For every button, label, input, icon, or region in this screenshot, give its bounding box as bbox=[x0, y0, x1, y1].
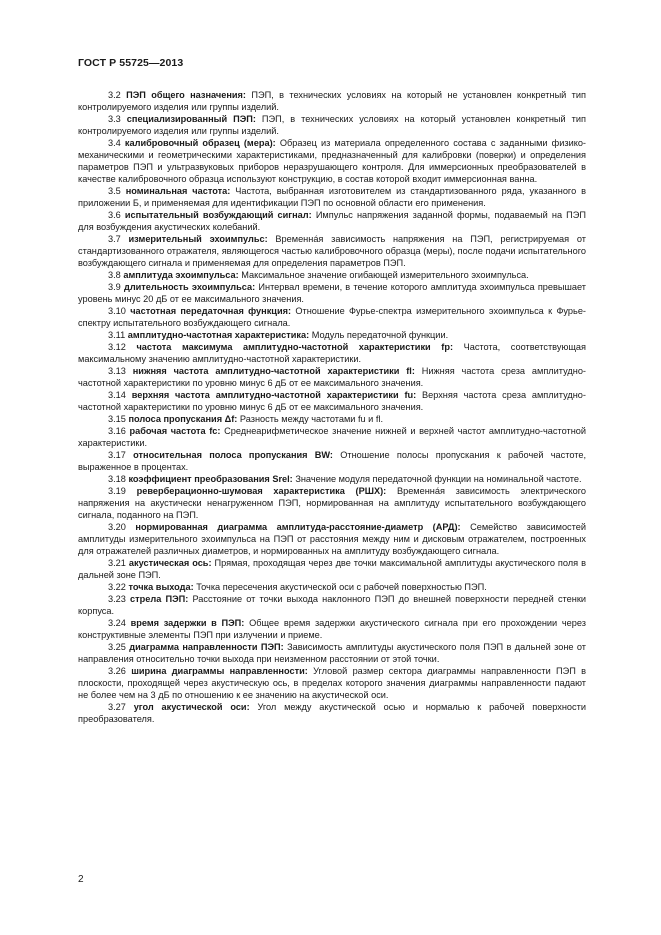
definition-item bbox=[78, 269, 586, 281]
definition-number: 3.17 bbox=[108, 450, 126, 460]
definition-text: Точка пересечения акустической оси с рабочей поверхностью ПЭП. bbox=[196, 582, 487, 592]
definition-item bbox=[78, 365, 586, 389]
definition-number: 3.8 bbox=[108, 270, 121, 280]
definition-item bbox=[78, 581, 586, 593]
definition-item bbox=[78, 281, 586, 305]
definition-item bbox=[78, 449, 586, 473]
definition-text: Отношение полосы пропускания к рабочей частоте, выраженное в процентах. bbox=[78, 450, 586, 472]
definition-term: номинальная частота: bbox=[125, 186, 231, 196]
definitions-list bbox=[78, 89, 586, 725]
definition-term: нормированная диаграмма амплитуда-расстояние-диаметр (АРД): bbox=[135, 522, 461, 532]
definition-text: Прямая, проходящая через две точки максимальной амплитуды акустического поля в дальней зоне ПЭП. bbox=[78, 558, 586, 580]
definition-term: акустическая ось: bbox=[128, 558, 212, 568]
definition-text: ПЭП, в технических условиях на который установлен конкретный тип контролируемого изделия или группы изделий. bbox=[78, 114, 586, 136]
definition-text: Разность между частотами fu и fl. bbox=[239, 414, 384, 424]
definition-number: 3.14 bbox=[108, 390, 126, 400]
definition-text: Значение модуля передаточной функции на номинальной частоте. bbox=[295, 474, 582, 484]
definition-text: Верхняя частота среза амплитудно-частотной характеристики по уровню минус 6 дБ от ее максимального значения. bbox=[78, 390, 586, 412]
definition-term: амплитуда эхоимпульса: bbox=[123, 270, 239, 280]
definition-number: 3.26 bbox=[108, 666, 126, 676]
definition-item bbox=[78, 329, 586, 341]
definition-text: Временнáя зависимость электрического напряжения на акустически ненагруженном ПЭП, нормированная на амплитуду испытательного возбуждающего сигнала, поданного на ПЭП. bbox=[78, 486, 586, 520]
definition-item bbox=[78, 137, 586, 185]
definition-number: 3.12 bbox=[108, 342, 126, 352]
definition-number: 3.9 bbox=[108, 282, 121, 292]
definition-number: 3.16 bbox=[108, 426, 126, 436]
definition-text: Образец из материала определенного состава с заданными физико-механическими и геометрическими характеристиками, предназначенный для калибровки (поверки) и определения параметров ПЭП и ультразвуковых приборов неразрушающего контроля. Для иммерсионных преобразователей в качестве калибровочного образца используют конструкцию, в состав которой входит иммерсионная ванна. bbox=[78, 138, 586, 184]
definition-term: реверберационно-шумовая характеристика (РШХ): bbox=[136, 486, 387, 496]
definition-term: частотная передаточная функция: bbox=[130, 306, 292, 316]
definition-text: Модуль передаточной функции. bbox=[311, 330, 449, 340]
definition-number: 3.2 bbox=[108, 90, 121, 100]
definition-text: Отношение Фурье-спектра измерительного эхоимпульса к Фурье-спектру испытательного возбуждающего сигнала. bbox=[78, 306, 586, 328]
definition-text: Общее время задержки акустического сигнала при его прохождении через конструктивные элементы ПЭП при излучении и приеме. bbox=[78, 618, 587, 640]
definition-item bbox=[78, 665, 586, 701]
definition-term: коэффициент преобразования Srel: bbox=[128, 474, 293, 484]
definition-term: угол акустической оси: bbox=[133, 702, 250, 712]
definition-item bbox=[78, 473, 586, 485]
definition-item bbox=[78, 557, 586, 581]
definition-number: 3.13 bbox=[108, 366, 126, 376]
definition-term: ПЭП общего назначения: bbox=[126, 90, 246, 100]
definition-item bbox=[78, 341, 586, 365]
definition-text: Зависимость амплитуды акустического поля ПЭП в дальней зоне от направления относительно точки выхода при неизменном расстоянии от этой точки. bbox=[78, 642, 586, 664]
definition-term: диаграмма направленности ПЭП: bbox=[129, 642, 284, 652]
definition-number: 3.5 bbox=[108, 186, 121, 196]
definition-item bbox=[78, 113, 586, 137]
definition-item bbox=[78, 89, 586, 113]
definition-item bbox=[78, 389, 586, 413]
definition-number: 3.15 bbox=[108, 414, 126, 424]
definition-text: Временнáя зависимость напряжения на ПЭП, регистрируемая от стандартизованного отражателя, являющегося частью калибровочного образца (меры), после подачи испытательного возбуждающего сигнала и применяемая для определения параметров ПЭП. bbox=[78, 234, 586, 268]
definition-term: измерительный эхоимпульс: bbox=[128, 234, 268, 244]
definition-item bbox=[78, 617, 586, 641]
definition-number: 3.22 bbox=[108, 582, 126, 592]
definition-text: Угловой размер сектора диаграммы направленности ПЭП в плоскости, проходящей через акустическую ось, в пределах которого значения диаграммы направленности падают не более чем на 3 дБ по отношению к ее значению на акустической оси. bbox=[78, 666, 586, 700]
definition-term: рабочая частота fc: bbox=[129, 426, 221, 436]
definition-term: нижняя частота амплитудно-частотной характеристики fl: bbox=[132, 366, 415, 376]
definition-number: 3.19 bbox=[108, 486, 126, 496]
definition-text: Импульс напряжения заданной формы, подаваемый на ПЭП для возбуждения акустических колебаний. bbox=[78, 210, 586, 232]
definition-number: 3.4 bbox=[108, 138, 121, 148]
definition-item bbox=[78, 641, 586, 665]
definition-number: 3.24 bbox=[108, 618, 126, 628]
definition-number: 3.11 bbox=[108, 330, 126, 340]
definition-text: Семейство зависимостей амплитуды измерительного эхоимпульса на ПЭП от расстояния между ним и дисковым отражателем, построенных для отражателей различных диаметров, и нормированных на амплитуду возбуждающего сигнала. bbox=[78, 522, 586, 556]
definition-term: длительность эхоимпульса: bbox=[123, 282, 256, 292]
definition-term: специализированный ПЭП: bbox=[126, 114, 256, 124]
definition-number: 3.3 bbox=[108, 114, 121, 124]
definition-item bbox=[78, 701, 586, 725]
definition-number: 3.18 bbox=[108, 474, 126, 484]
definition-text: Интервал времени, в течение которого амплитуда эхоимпульса превышает уровень минус 20 дБ от ее максимального значения. bbox=[78, 282, 586, 304]
definition-item bbox=[78, 233, 586, 269]
definition-number: 3.20 bbox=[108, 522, 126, 532]
definition-text: Максимальное значение огибающей измерительного эхоимпульса. bbox=[241, 270, 529, 280]
definition-term: калибровочный образец (мера): bbox=[124, 138, 276, 148]
definition-number: 3.6 bbox=[108, 210, 121, 220]
definition-text: Нижняя частота среза амплитудно-частотной характеристики по уровню минус 6 дБ от ее максимального значения. bbox=[78, 366, 586, 388]
definition-text: Расстояние от точки выхода наклонного ПЭП до внешней поверхности передней стенки корпуса. bbox=[78, 594, 586, 616]
definition-item bbox=[78, 413, 586, 425]
definition-term: амплитудно-частотная характеристика: bbox=[127, 330, 310, 340]
definition-term: точка выхода: bbox=[128, 582, 194, 592]
definition-number: 3.23 bbox=[108, 594, 126, 604]
definition-number: 3.25 bbox=[108, 642, 126, 652]
definition-number: 3.10 bbox=[108, 306, 126, 316]
definition-term: частота максимума амплитудно-частотной характеристики fp: bbox=[136, 342, 454, 352]
definition-item bbox=[78, 209, 586, 233]
definition-term: ширина диаграммы направленности: bbox=[131, 666, 308, 676]
definition-number: 3.21 bbox=[108, 558, 126, 568]
definition-item bbox=[78, 425, 586, 449]
page-number: 2 bbox=[78, 874, 84, 885]
definition-term: верхняя частота амплитудно-частотной характеристики fu: bbox=[131, 390, 417, 400]
definition-item bbox=[78, 185, 586, 209]
definition-term: полоса пропускания Δf: bbox=[128, 414, 238, 424]
definition-item bbox=[78, 485, 586, 521]
document-header: ГОСТ Р 55725—2013 bbox=[78, 57, 184, 69]
definition-item bbox=[78, 521, 586, 557]
definition-text: Среднеарифметическое значение нижней и верхней частот амплитудно-частотной характеристики. bbox=[78, 426, 587, 448]
definition-text: Угол между акустической осью и нормалью к рабочей поверхности преобразователя. bbox=[78, 702, 586, 724]
definition-text: Частота, выбранная изготовителем из стандартизованного ряда, указанного в приложении Б, и применяемая для идентификации ПЭП по основной области его применения. bbox=[78, 186, 586, 208]
definition-term: время задержки в ПЭП: bbox=[130, 618, 245, 628]
definition-term: стрела ПЭП: bbox=[130, 594, 189, 604]
definition-text: Частота, соответствующая максимальному значению амплитудно-частотной характеристики. bbox=[78, 342, 586, 364]
definition-item bbox=[78, 593, 586, 617]
definition-number: 3.7 bbox=[108, 234, 121, 244]
definition-term: относительная полоса пропускания BW: bbox=[133, 450, 333, 460]
definition-number: 3.27 bbox=[108, 702, 126, 712]
definition-term: испытательный возбуждающий сигнал: bbox=[124, 210, 312, 220]
definition-text: ПЭП, в технических условиях на который не установлен конкретный тип контролируемого изделия или группы изделий. bbox=[78, 90, 586, 112]
definition-item bbox=[78, 305, 586, 329]
